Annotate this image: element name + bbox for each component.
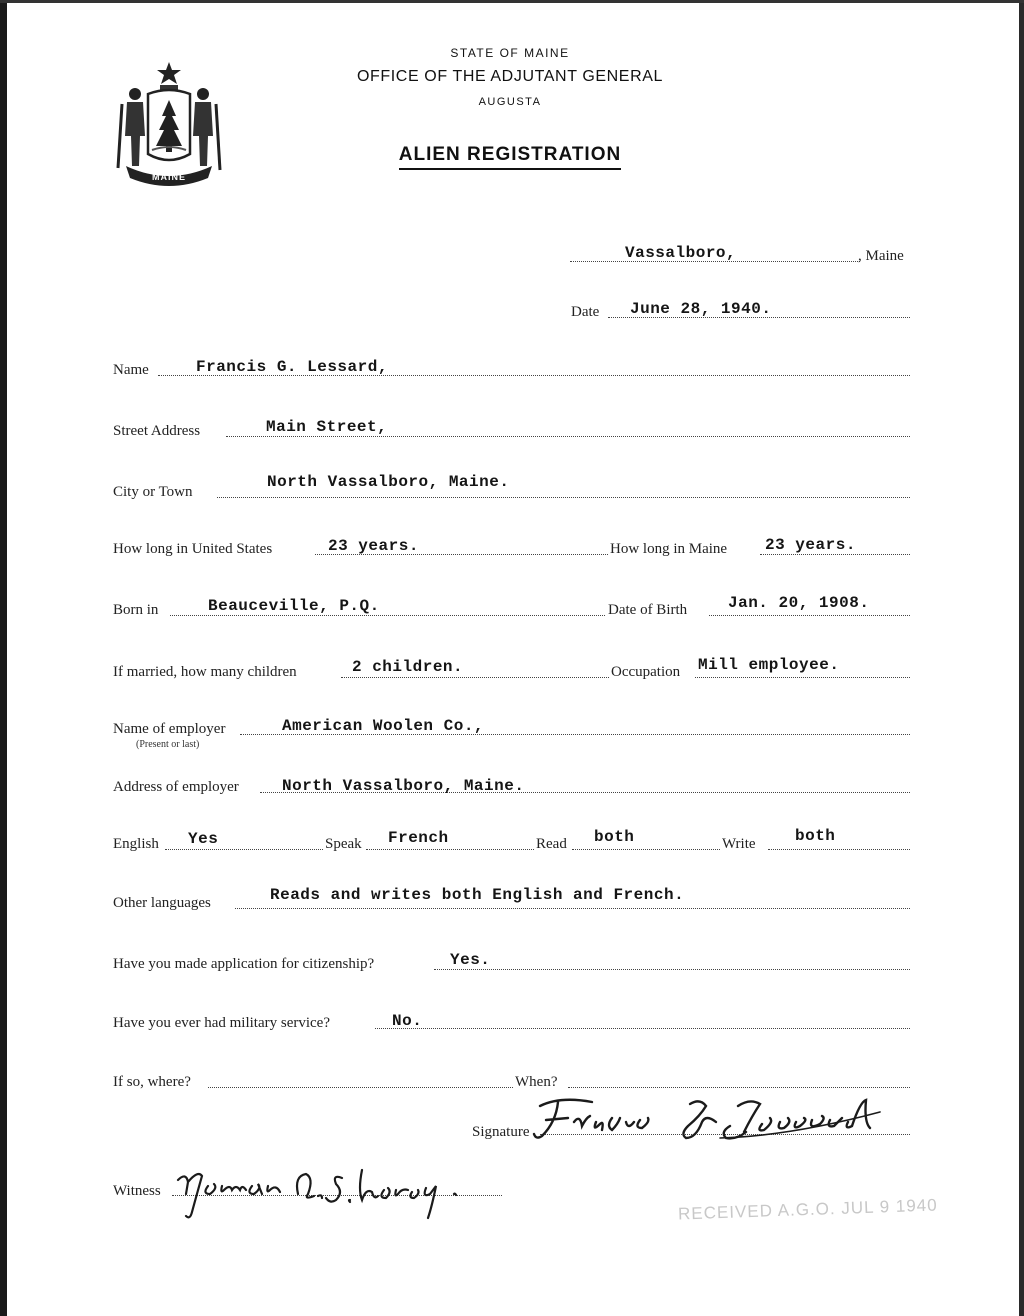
witness-signature-handwriting (172, 1160, 472, 1222)
military-label: Have you ever had military service? (113, 1015, 330, 1031)
occupation-line (695, 677, 910, 678)
speak-line (366, 849, 534, 850)
born-line (170, 615, 605, 616)
write-value: both (795, 827, 836, 845)
occupation-label: Occupation (611, 664, 681, 680)
emp-addr-value: North Vassalboro, Maine. (282, 777, 525, 795)
seal-label: MAINE (152, 172, 186, 182)
citizenship-value: Yes. (450, 951, 491, 969)
where-line (208, 1087, 513, 1088)
read-value: both (594, 828, 635, 846)
place-value: Vassalboro, (625, 244, 737, 262)
maine-label: How long in Maine (610, 541, 728, 557)
received-stamp: RECEIVED A.G.O. JUL 9 1940 (677, 1195, 938, 1224)
write-line (768, 849, 910, 850)
children-line (341, 677, 609, 678)
other-languages-value: Reads and writes both English and French. (270, 886, 685, 904)
speak-label: Speak (325, 836, 362, 852)
dob-value: Jan. 20, 1908. (728, 594, 870, 612)
place-suffix: , Maine (858, 248, 904, 264)
when-line (568, 1087, 910, 1088)
witness-label: Witness (113, 1183, 161, 1199)
scan-edge-left (0, 0, 7, 1316)
street-line (226, 436, 910, 437)
occupation-value: Mill employee. (698, 656, 840, 674)
document-title-text: ALIEN REGISTRATION (399, 144, 621, 170)
where-label: If so, where? (113, 1074, 191, 1090)
signature-label: Signature (472, 1124, 530, 1140)
english-label: English (113, 836, 159, 852)
street-value: Main Street, (266, 418, 388, 436)
write-label: Write (722, 836, 756, 852)
emp-addr-label: Address of employer (113, 779, 239, 795)
name-label: Name (113, 362, 149, 378)
header-office: OFFICE OF THE ADJUTANT GENERAL (356, 68, 664, 85)
date-value: June 28, 1940. (630, 300, 772, 318)
children-label: If married, how many children (113, 664, 297, 680)
read-line (572, 849, 720, 850)
header-city: AUGUSTA (478, 96, 542, 108)
street-label: Street Address (113, 423, 201, 439)
other-languages-label: Other languages (113, 895, 211, 911)
military-value: No. (392, 1012, 423, 1030)
other-languages-line (235, 908, 910, 909)
born-value: Beauceville, P.Q. (208, 597, 380, 615)
read-label: Read (536, 836, 567, 852)
children-value: 2 children. (352, 658, 464, 676)
city-value: North Vassalboro, Maine. (267, 473, 510, 491)
header-state: STATE OF MAINE (450, 46, 570, 60)
english-line (165, 849, 323, 850)
dob-label: Date of Birth (608, 602, 688, 618)
state-seal-icon (110, 58, 228, 188)
name-value: Francis G. Lessard, (196, 358, 388, 376)
employer-value: American Woolen Co., (282, 717, 485, 735)
maine-value: 23 years. (765, 536, 856, 554)
citizenship-line (434, 969, 910, 970)
scan-edge-right (1019, 0, 1024, 1316)
us-value: 23 years. (328, 537, 419, 555)
born-label: Born in (113, 602, 159, 618)
citizenship-label: Have you made application for citizenship? (113, 956, 375, 972)
date-label: Date (571, 304, 600, 320)
scan-edge-top (0, 0, 1024, 3)
when-label: When? (515, 1074, 558, 1090)
english-value: Yes (188, 830, 219, 848)
speak-value: French (388, 829, 449, 847)
employer-sublabel: (Present or last) (136, 739, 200, 750)
signature-handwriting (530, 1092, 900, 1147)
us-label: How long in United States (113, 541, 273, 557)
city-label: City or Town (113, 484, 193, 500)
document-title (300, 144, 720, 166)
dob-line (709, 615, 910, 616)
military-line (375, 1028, 910, 1029)
maine-line (760, 554, 910, 555)
city-line (217, 497, 910, 498)
employer-label: Name of employer (113, 721, 226, 737)
